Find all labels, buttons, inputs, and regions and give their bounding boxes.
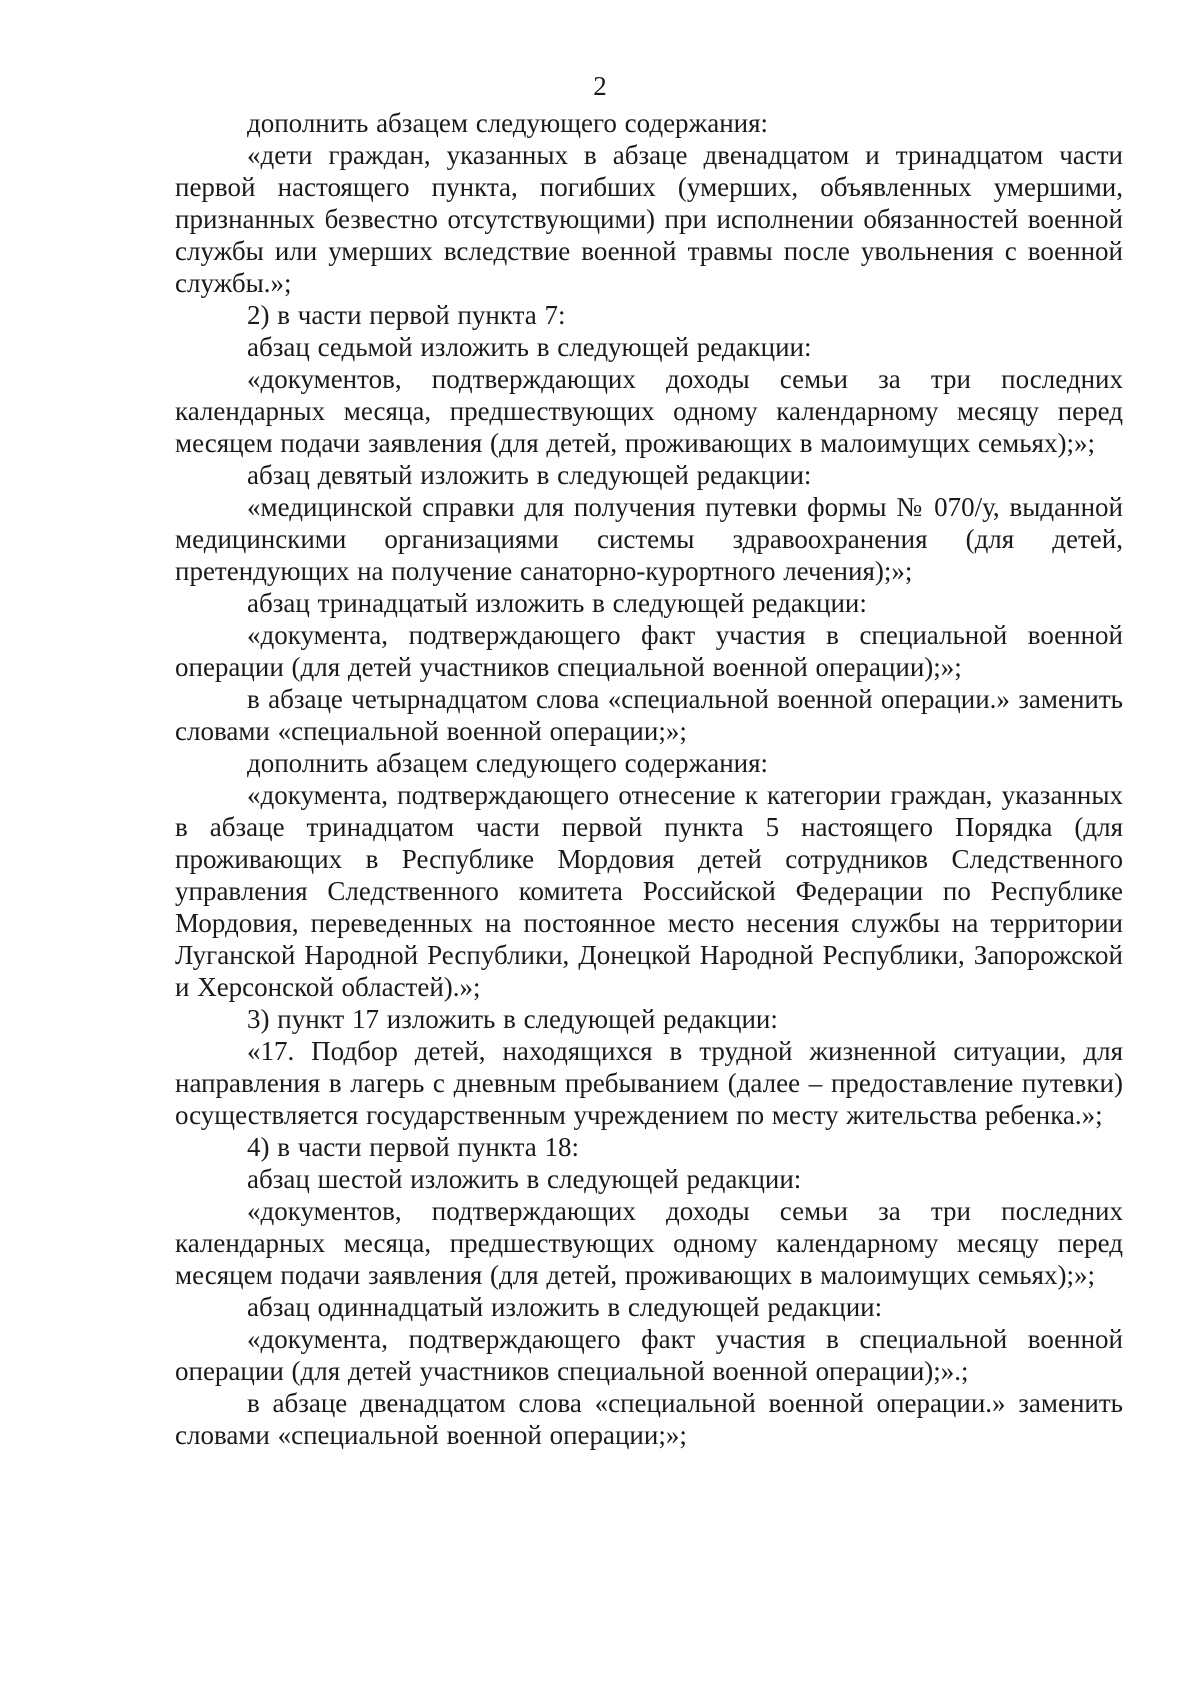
paragraph-14: «17. Подбор детей, находящихся в трудной жизненной ситуации, для направления в лагерь с дневным пребыванием (далее – предоставление путевки) осуществляется государственным учреждением по месту жительства ребенка.»;	[175, 1036, 1123, 1130]
paragraph-7: «медицинской справки для получения путевки формы № 070/у, выданной медицинскими организациями системы здравоохранения (для детей, претендующих на получение санаторно-курортного лечения);»;	[175, 492, 1123, 586]
paragraph-4: абзац седьмой изложить в следующей редакции:	[247, 332, 812, 362]
paragraph-11: дополнить абзацем следующего содержания:	[247, 748, 769, 778]
paragraph-13: 3) пункт 17 изложить в следующей редакции:	[247, 1004, 778, 1034]
paragraph-19: «документа, подтверждающего факт участия в специальной военной операции (для детей участников специальной военной операции);».;	[175, 1324, 1123, 1386]
paragraph-17: «документов, подтверждающих доходы семьи за три последних календарных месяца, предшествующих одному календарному месяцу перед месяцем подачи заявления (для детей, проживающих в малоимущих семьях);»;	[175, 1196, 1123, 1290]
paragraph-6: абзац девятый изложить в следующей редакции:	[247, 460, 812, 490]
paragraph-5: «документов, подтверждающих доходы семьи за три последних календарных месяца, предшествующих одному календарному месяцу перед месяцем подачи заявления (для детей, проживающих в малоимущих семьях);»;	[175, 364, 1123, 458]
paragraph-15: 4) в части первой пункта 18:	[247, 1132, 580, 1162]
document-body	[175, 107, 1123, 1451]
paragraph-2: «дети граждан, указанных в абзаце двенадцатом и тринадцатом части первой настоящего пункта, погибших (умерших, объявленных умершими, признанных безвестно отсутствующими) при исполнении обязанностей военной службы или умерших вследствие военной травмы после увольнения с военной службы.»;	[175, 140, 1123, 298]
paragraph-9: «документа, подтверждающего факт участия в специальной военной операции (для детей участников специальной военной операции);»;	[175, 620, 1123, 682]
paragraph-18: абзац одиннадцатый изложить в следующей редакции:	[247, 1292, 883, 1322]
paragraph-8: абзац тринадцатый изложить в следующей редакции:	[247, 588, 867, 618]
page-number: 2	[593, 71, 607, 101]
paragraph-1: дополнить абзацем следующего содержания:	[247, 108, 769, 138]
paragraph-20: в абзаце двенадцатом слова «специальной военной операции.» заменить словами «специальной военной операции;»;	[175, 1388, 1123, 1450]
paragraph-16: абзац шестой изложить в следующей редакции:	[247, 1164, 802, 1194]
paragraph-10: в абзаце четырнадцатом слова «специальной военной операции.» заменить словами «специальной военной операции;»;	[175, 684, 1123, 746]
paragraph-3: 2) в части первой пункта 7:	[247, 300, 566, 330]
paragraph-12: «документа, подтверждающего отнесение к категории граждан, указанных в абзаце тринадцатом части первой пункта 5 настоящего Порядка (для проживающих в Республике Мордовия детей сотрудников Следственного управления Следственного комитета Российской Федерации по Республике Мордовия, переведенных на постоянное место несения службы на территории Луганской Народной Республики, Донецкой Народной Республики, Запорожской и Херсонской областей).»;	[175, 780, 1123, 1002]
